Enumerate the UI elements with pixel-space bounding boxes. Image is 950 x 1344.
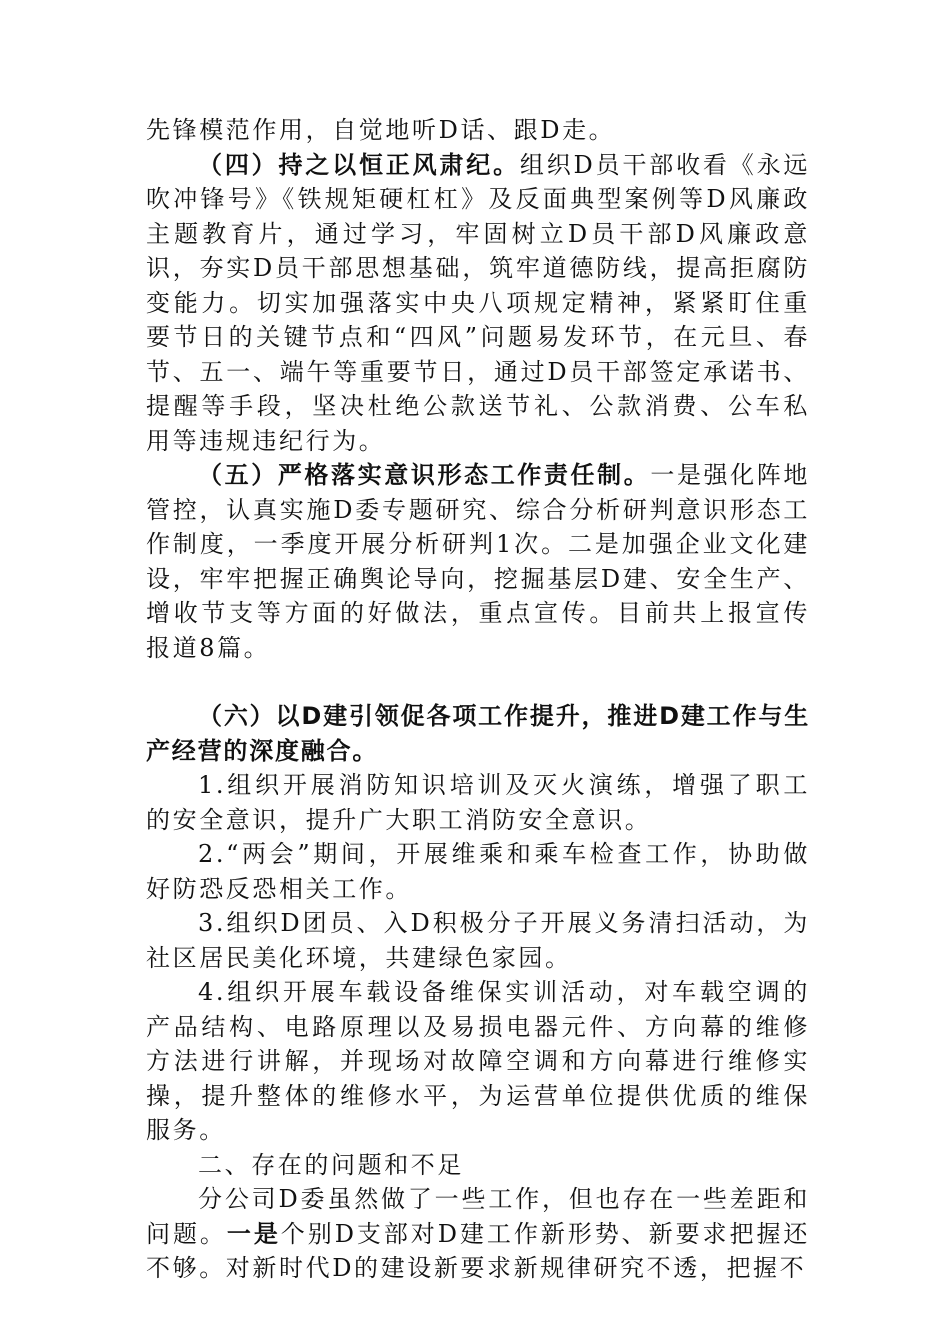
- section-5-heading: （五）严格落实意识形态工作责任制。: [198, 461, 651, 489]
- section-6-heading: （六）以D建引领促各项工作提升，推进D建工作与生产经营的深度融合。: [146, 702, 810, 765]
- first-point-body: 个别D支部对D建工作新形势、新要求把握还不够。对新时代D的建设新要求新规律研究不透，把握不: [146, 1219, 811, 1282]
- section-4-body: 组织D员干部收看《永远吹冲锋号》《铁规矩硬杠杠》及反面典型案例等D风廉政主题教育片，通过学习，牢固树立D员干部D风廉政意识，夯实D员干部思想基础，筑牢道德防线，提高拒腐防变能力。切实加强落实中央八项规定精神，紧紧盯住重要节日的关键节点和“四风”问题易发环节，在元旦、春节、五一、端午等重要节日，通过D员干部签定承诺书、提醒等手段，坚决杜绝公款送节礼、公款消费、公车私用等违规违纪行为。: [146, 150, 810, 455]
- section-5-body: 一是强化阵地管控，认真实施D委专题研究、综合分析研判意识形态工作制度，一季度开展分析研判1次。二是加强企业文化建设，牢牢把握正确舆论导向，挖掘基层D建、安全生产、增收节支等方面的好做法，重点宣传。目前共上报宣传报道8篇。: [146, 461, 810, 662]
- section-4-paragraph: [146, 148, 810, 459]
- list-item-3: 3.组织D团员、入D积极分子开展义务清扫活动，为社区居民美化环境，共建绿色家园。: [146, 909, 810, 972]
- document-page: [146, 113, 810, 1286]
- section-4-heading: （四）持之以恒正风肃纪。: [198, 150, 520, 179]
- section-2-heading: 二、存在的问题和不足: [198, 1150, 464, 1179]
- spacer: [146, 665, 810, 699]
- list-item-2: 2.“两会”期间，开展维乘和乘车检查工作，协助做好防恐反恐相关工作。: [146, 840, 810, 903]
- section-5-paragraph: [146, 458, 810, 665]
- section-2-intro-paragraph: [146, 1182, 810, 1286]
- section-2-intro: 分公司D委虽然做了一些工作，但也存在一些差距和问题。: [146, 1185, 810, 1248]
- list-item-1: 1.组织开展消防知识培训及灭火演练，增强了职工的安全意识，提升广大职工消防安全意识。: [146, 771, 810, 834]
- list-item-4: 4.组织开展车载设备维保实训活动，对车载空调的产品结构、电路原理以及易损电器元件、方向幕的维修方法进行讲解，并现场对故障空调和方向幕进行维修实操，提升整体的维修水平，为运营单位提供优质的维保服务。: [146, 978, 810, 1144]
- first-point-label: 一是: [226, 1219, 281, 1248]
- paragraph-continuation: 先锋模范作用，自觉地听D话、跟D走。: [146, 116, 616, 144]
